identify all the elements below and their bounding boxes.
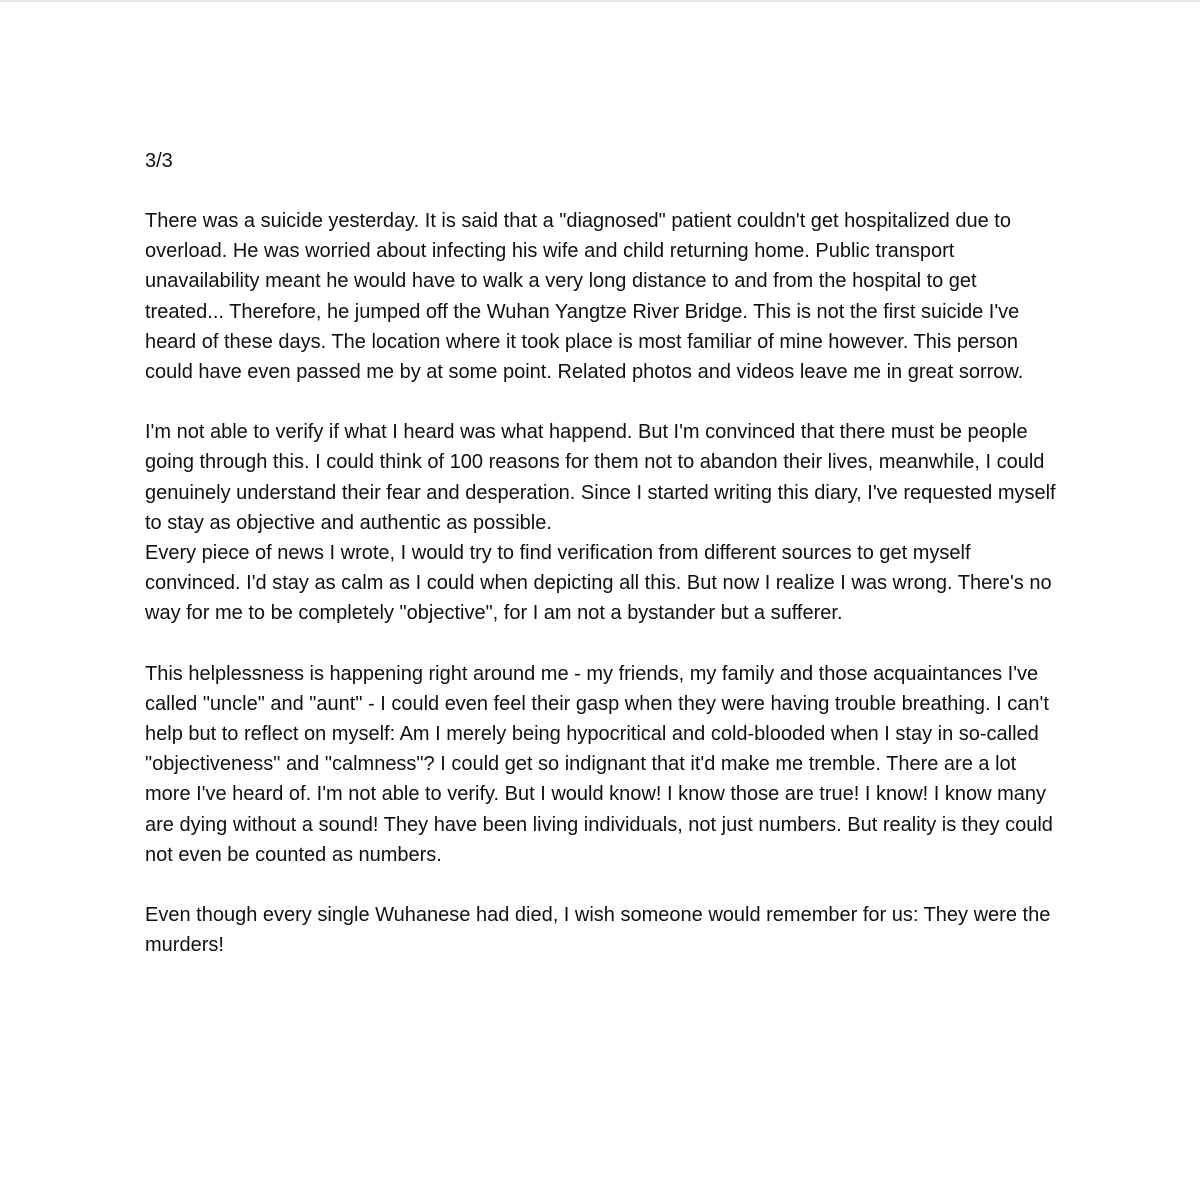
paragraph-verification: I'm not able to verify if what I heard was what happend. But I'm convinced that there must be people going through this. I could think of 100 reasons for them not to abandon their lives, meanwhile, I could genuinely understand their fear and desperation. Since I started writing this diary, I've requested myself to stay as objective and authentic as possible. Every piece of news I wrote, I would try to find verification from different sources to get myself convinced. I'd stay as calm as I could when depicting all this. But now I realize I was wrong. There's no way for me to be completely "objective", for I am not a bystander but a sufferer. — [145, 421, 1056, 625]
page-number: 3/3 — [145, 150, 173, 172]
page-top-border — [0, 0, 1200, 2]
paragraph-gap — [145, 629, 1060, 659]
document-page — [145, 146, 1060, 960]
paragraph-conclusion: Even though every single Wuhanese had died, I wish someone would remember for us: They were the murders! — [145, 904, 1051, 957]
paragraph-helplessness: This helplessness is happening right around me - my friends, my family and those acquaintances I've called "uncle" and "aunt" - I could even feel their gasp when they were having trouble breathing. I can't help but to reflect on myself: Am I merely being hypocritical and cold-blooded when I stay in so-called "objectiveness" and "calmness"? I could get so indignant that it'd make me tremble. There are a lot more I've heard of. I'm not able to verify. But I would know! I know those are true! I know! I know many are dying without a sound! They have been living individuals, not just numbers. But reality is they could not even be counted as numbers. — [145, 662, 1053, 866]
paragraph-suicide-report: There was a suicide yesterday. It is said that a "diagnosed" patient couldn't get hospitalized due to overload. He was worried about infecting his wife and child returning home. Public transport unavailability meant he would have to walk a very long distance to and from the hospital to get treated... Therefore, he jumped off the Wuhan Yangtze River Bridge. This is not the first suicide I've heard of these days. The location where it took place is most familiar of mine however. This person could have even passed me by at some point. Related photos and videos leave me in great sorrow. — [145, 210, 1024, 384]
paragraph-gap — [145, 387, 1060, 417]
paragraph-gap — [145, 176, 1060, 206]
paragraph-gap — [145, 870, 1060, 900]
